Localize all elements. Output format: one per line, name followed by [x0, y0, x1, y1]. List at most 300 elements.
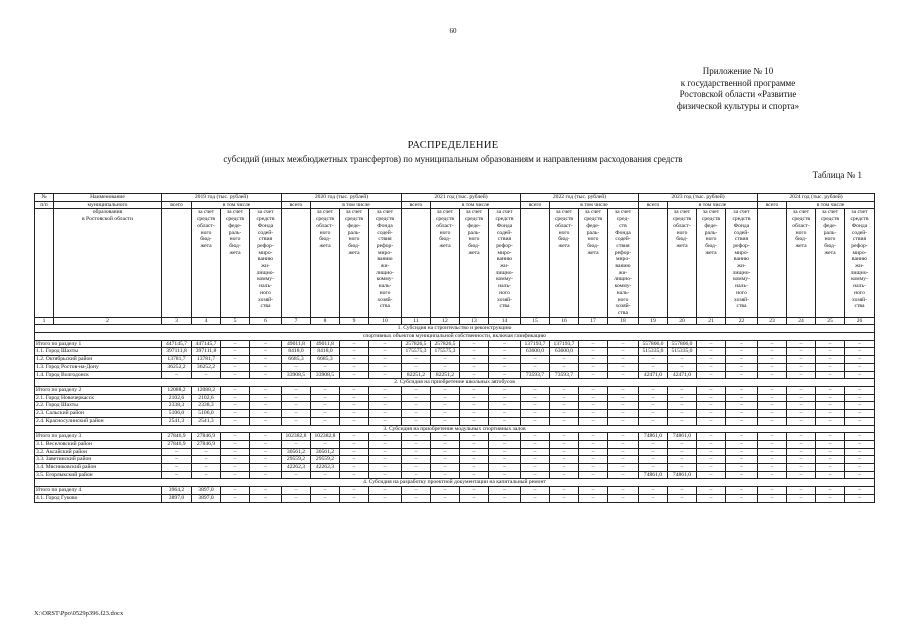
row-value: 33908,5: [311, 371, 340, 379]
header-housing-fund-line: за счет: [733, 209, 750, 216]
header-housing-fund-line: рефор-: [496, 242, 513, 249]
header-federal-budget: [460, 209, 489, 317]
column-number: 24: [787, 317, 816, 325]
row-value: –: [402, 410, 431, 418]
row-value: 5106,0: [162, 410, 192, 418]
row-value: –: [845, 494, 875, 502]
header-federal-budget-line: за счет: [584, 209, 602, 216]
header-housing-fund-line: комму-: [376, 276, 394, 283]
header-municipality-detail-line: в Ростовской области: [81, 216, 133, 223]
header-blank: [402, 209, 431, 317]
table-label: Таблица № 1: [812, 170, 862, 180]
row-value: 49011,8: [311, 340, 340, 348]
row-value: –: [639, 464, 668, 472]
header-federal-budget-line: жета: [587, 249, 599, 256]
row-value: –: [726, 394, 758, 402]
row-value: 3897,0: [192, 487, 221, 495]
header-regional-budget-line: за счет: [316, 209, 334, 216]
header-total: всего: [521, 201, 550, 209]
appendix-line: физической культуры и спорта»: [676, 100, 800, 111]
row-value: –: [431, 417, 460, 425]
column-number: 2: [54, 317, 162, 325]
row-value: –: [816, 433, 845, 441]
row-value: –: [460, 448, 489, 456]
header-federal-budget-line: феде-: [228, 222, 242, 229]
table-row: [35, 371, 875, 379]
row-value: –: [816, 340, 845, 348]
row-value: 397111,8: [162, 348, 192, 356]
header-federal-budget-line: бюд-: [229, 242, 241, 249]
row-value: –: [758, 440, 787, 448]
row-value: –: [758, 494, 787, 502]
row-value: –: [787, 471, 816, 479]
header-housing-fund-line: хозяй-: [257, 296, 274, 303]
row-value: 42471,0: [639, 371, 668, 379]
row-value: –: [221, 363, 250, 371]
row-value: –: [460, 487, 489, 495]
row-value: –: [758, 456, 787, 464]
row-label: 3.4. Мясниковский район: [35, 464, 162, 472]
table-row: [35, 433, 875, 441]
row-value: –: [579, 394, 608, 402]
row-value: –: [460, 356, 489, 364]
row-value: 13781,7: [162, 356, 192, 364]
row-value: –: [402, 386, 431, 394]
row-value: –: [758, 371, 787, 379]
row-value: –: [221, 448, 250, 456]
row-value: –: [550, 464, 579, 472]
row-value: 257826,5: [431, 340, 460, 348]
row-value: –: [668, 394, 697, 402]
row-value: –: [250, 464, 282, 472]
header-federal-budget-line: ного: [348, 236, 360, 243]
section-title: 2. Субсидия на приобретение школьных автобусов: [35, 379, 875, 387]
header-housing-fund-line: хозяй-: [851, 296, 868, 303]
row-value: –: [250, 433, 282, 441]
row-value: –: [816, 402, 845, 410]
column-number: 11: [402, 317, 431, 325]
row-value: –: [369, 348, 402, 356]
row-value: –: [521, 417, 550, 425]
row-value: –: [221, 440, 250, 448]
header-housing-fund-line: лищно-: [614, 276, 632, 283]
row-value: –: [369, 440, 402, 448]
header-federal-budget-line: ного: [705, 236, 717, 243]
row-value: –: [369, 402, 402, 410]
header-municipality: Наименование: [54, 194, 162, 202]
row-value: –: [758, 356, 787, 364]
header-federal-budget-line: за счет: [465, 209, 483, 216]
row-value: –: [726, 363, 758, 371]
header-housing-fund-line: ного: [617, 296, 629, 303]
section-title: 3. Субсидия на приобретение модульных спортивных залов: [35, 425, 875, 433]
header-housing-fund-line: за счет: [257, 209, 274, 216]
row-value: –: [550, 433, 579, 441]
row-value: –: [460, 456, 489, 464]
header-total: всего: [282, 201, 311, 209]
row-value: –: [639, 456, 668, 464]
header-including: в том числе: [192, 201, 282, 209]
header-regional-budget-line: жета: [676, 242, 688, 249]
row-value: –: [221, 386, 250, 394]
row-value: –: [402, 456, 431, 464]
row-value: –: [369, 371, 402, 379]
header-housing-fund-line: лищно-: [256, 269, 275, 276]
row-value: –: [845, 356, 875, 364]
row-value: –: [668, 356, 697, 364]
row-value: –: [431, 494, 460, 502]
row-value: –: [816, 448, 845, 456]
header-federal-budget-line: жета: [705, 249, 717, 256]
row-value: 27846,9: [162, 433, 192, 441]
row-value: –: [608, 456, 639, 464]
row-value: –: [402, 394, 431, 402]
row-value: –: [460, 394, 489, 402]
header-housing-fund-line: хозяй-: [733, 296, 750, 303]
header-regional-budget-line: бюд-: [200, 236, 212, 243]
row-value: –: [816, 386, 845, 394]
row-value: –: [221, 402, 250, 410]
row-value: –: [489, 371, 521, 379]
row-value: –: [250, 417, 282, 425]
row-value: –: [726, 340, 758, 348]
row-value: –: [816, 363, 845, 371]
header-federal-budget-line: за счет: [345, 209, 363, 216]
row-value: –: [726, 410, 758, 418]
header-housing-fund-line: ства: [260, 303, 271, 310]
row-value: 3964,2: [162, 487, 192, 495]
header-regional-budget-line: за счет: [197, 209, 215, 216]
row-value: –: [250, 394, 282, 402]
row-value: –: [787, 440, 816, 448]
row-value: 27846,9: [162, 440, 192, 448]
header-housing-fund-line: за счет: [376, 209, 394, 216]
header-row-years: [35, 194, 875, 202]
row-value: –: [192, 371, 221, 379]
row-value: –: [845, 487, 875, 495]
header-total: всего: [639, 201, 668, 209]
header-housing-fund-line: рефор-: [733, 242, 750, 249]
header-including: в том числе: [311, 201, 402, 209]
row-value: –: [668, 386, 697, 394]
row-label: 4.1. Город Гуково: [35, 494, 162, 502]
row-value: 30561,2: [311, 448, 340, 456]
row-value: 515335,0: [639, 348, 668, 356]
table-row: [35, 348, 875, 356]
header-federal-budget-line: за счет: [226, 209, 244, 216]
row-value: –: [787, 394, 816, 402]
header-regional-budget-line: бюд-: [795, 236, 807, 243]
row-value: –: [758, 363, 787, 371]
row-value: –: [489, 417, 521, 425]
row-value: –: [816, 371, 845, 379]
header-regional-budget: [668, 209, 697, 317]
row-value: –: [787, 402, 816, 410]
row-value: –: [608, 487, 639, 495]
row-value: –: [431, 402, 460, 410]
row-value: –: [162, 471, 192, 479]
row-value: –: [787, 363, 816, 371]
header-including: в том числе: [787, 201, 875, 209]
table-row: [35, 440, 875, 448]
row-label: 2.4. Красносулинский район: [35, 417, 162, 425]
row-value: –: [639, 494, 668, 502]
row-value: –: [816, 456, 845, 464]
column-number: 5: [221, 317, 250, 325]
row-value: –: [521, 448, 550, 456]
header-housing-fund: [369, 209, 402, 317]
header-federal-budget-line: бюд-: [705, 242, 717, 249]
row-value: –: [369, 410, 402, 418]
row-value: –: [489, 394, 521, 402]
header-housing-fund: [489, 209, 521, 317]
column-number: 25: [816, 317, 845, 325]
row-value: –: [369, 456, 402, 464]
row-value: –: [402, 363, 431, 371]
row-value: –: [489, 464, 521, 472]
row-value: –: [402, 356, 431, 364]
column-number: 23: [758, 317, 787, 325]
row-value: –: [697, 448, 726, 456]
row-value: –: [460, 402, 489, 410]
row-value: –: [816, 440, 845, 448]
header-no: №: [35, 194, 54, 202]
header-including: в том числе: [431, 201, 521, 209]
table-row: [35, 402, 875, 410]
row-value: –: [845, 464, 875, 472]
row-value: –: [311, 402, 340, 410]
header-blank: [639, 209, 668, 317]
row-value: –: [250, 410, 282, 418]
row-value: 447145,7: [162, 340, 192, 348]
header-regional-budget: [431, 209, 460, 317]
row-value: 8418,0: [311, 348, 340, 356]
header-federal-budget-line: за счет: [702, 209, 720, 216]
header-regional-budget-line: бюд-: [439, 236, 451, 243]
row-value: –: [608, 386, 639, 394]
row-value: –: [579, 471, 608, 479]
row-value: –: [579, 410, 608, 418]
row-value: –: [787, 487, 816, 495]
header-housing-fund-line: Фонда: [496, 222, 513, 229]
row-value: –: [192, 471, 221, 479]
header-housing-fund-line: жи-: [380, 263, 390, 270]
header-federal-budget-line: бюд-: [468, 242, 480, 249]
row-value: –: [340, 494, 369, 502]
header-housing-fund-line: Фонда: [851, 222, 868, 229]
header-federal-budget: [816, 209, 845, 317]
header-federal-budget-line: ного: [468, 236, 480, 243]
header-housing-fund-line: миро-: [258, 249, 273, 256]
row-value: –: [369, 464, 402, 472]
header-federal-budget-line: средств: [464, 216, 484, 223]
row-value: –: [758, 417, 787, 425]
header-federal-budget: [340, 209, 369, 317]
row-value: 5106,0: [192, 410, 221, 418]
column-number: 19: [639, 317, 668, 325]
row-value: –: [758, 464, 787, 472]
header-housing-fund-line: хозяй-: [615, 303, 631, 310]
header-housing-fund-line: за счет: [851, 209, 868, 216]
row-value: –: [460, 371, 489, 379]
row-value: 63600,0: [521, 348, 550, 356]
header-housing-fund-line: ванию: [851, 256, 868, 263]
row-label: 1.1. Город Шахты: [35, 348, 162, 356]
header-housing-fund-line: лищно-: [850, 269, 869, 276]
row-value: –: [489, 348, 521, 356]
header-regional-budget-line: област-: [792, 222, 810, 229]
row-value: 42262,3: [282, 464, 311, 472]
row-value: –: [608, 464, 639, 472]
row-value: –: [787, 448, 816, 456]
row-value: –: [162, 448, 192, 456]
row-value: –: [579, 464, 608, 472]
row-value: –: [369, 433, 402, 441]
row-value: –: [697, 363, 726, 371]
table-row: [35, 410, 875, 418]
header-year: 2023 год (тыс. рублей): [639, 194, 758, 202]
row-value: 2102,6: [192, 394, 221, 402]
row-value: –: [787, 417, 816, 425]
row-value: –: [608, 356, 639, 364]
table-row: [35, 394, 875, 402]
row-value: –: [668, 494, 697, 502]
column-number: 18: [608, 317, 639, 325]
header-housing-fund-line: ванию: [257, 256, 274, 263]
column-number: 22: [726, 317, 758, 325]
row-value: 49011,8: [282, 340, 311, 348]
row-value: –: [460, 340, 489, 348]
row-label: 3.5. Егорлыкский район: [35, 471, 162, 479]
row-value: 42471,0: [668, 371, 697, 379]
row-value: –: [697, 410, 726, 418]
column-number: 8: [311, 317, 340, 325]
row-value: –: [550, 456, 579, 464]
header-housing-fund-line: жи-: [261, 263, 270, 270]
row-value: –: [221, 487, 250, 495]
row-value: –: [668, 363, 697, 371]
header-housing-fund-line: ного: [379, 289, 391, 296]
row-value: 102382,8: [282, 433, 311, 441]
row-value: –: [460, 386, 489, 394]
header-housing-fund-line: средств: [375, 216, 395, 223]
page-number: 60: [449, 27, 457, 35]
header-federal-budget-line: раль-: [347, 229, 361, 236]
row-value: –: [311, 417, 340, 425]
row-value: –: [489, 363, 521, 371]
row-value: –: [250, 348, 282, 356]
row-value: –: [369, 363, 402, 371]
header-federal-budget-line: феде-: [586, 222, 600, 229]
header-housing-fund-line: ствия: [378, 236, 392, 243]
row-value: –: [550, 356, 579, 364]
header-regional-budget: [311, 209, 340, 317]
row-value: –: [192, 464, 221, 472]
row-value: –: [758, 487, 787, 495]
header-federal-budget-line: бюд-: [348, 242, 360, 249]
row-value: –: [460, 433, 489, 441]
row-value: –: [639, 487, 668, 495]
header-housing-fund-line: ства: [499, 303, 510, 310]
row-value: –: [550, 363, 579, 371]
section-title-row: [35, 325, 875, 333]
row-label: Итого по разделу 1: [35, 340, 162, 348]
header-federal-budget-line: жета: [824, 249, 836, 256]
row-value: –: [460, 363, 489, 371]
header-total: всего: [162, 201, 192, 209]
row-value: 2102,6: [162, 394, 192, 402]
row-value: –: [369, 471, 402, 479]
row-value: –: [758, 410, 787, 418]
row-value: –: [340, 410, 369, 418]
row-value: –: [726, 433, 758, 441]
header-including: в том числе: [550, 201, 639, 209]
header-housing-fund: [608, 209, 639, 317]
row-value: 2338,3: [192, 402, 221, 410]
row-value: –: [250, 402, 282, 410]
row-value: –: [250, 386, 282, 394]
row-value: –: [162, 371, 192, 379]
header-housing-fund-line: миро-: [734, 249, 749, 256]
row-value: –: [221, 494, 250, 502]
row-label: 3.3. Заветинский район: [35, 456, 162, 464]
row-value: –: [697, 433, 726, 441]
header-federal-budget-line: за счет: [821, 209, 839, 216]
row-value: –: [550, 402, 579, 410]
header-regional-budget-line: ного: [558, 229, 570, 236]
row-value: 12088,2: [162, 386, 192, 394]
row-value: –: [250, 471, 282, 479]
row-label: 2.1. Город Новочеркасск: [35, 394, 162, 402]
row-value: 73593,7: [550, 371, 579, 379]
table-row: [35, 386, 875, 394]
row-value: –: [726, 356, 758, 364]
row-value: –: [845, 348, 875, 356]
row-value: –: [521, 410, 550, 418]
row-value: –: [340, 371, 369, 379]
header-housing-fund-line: комму-: [733, 276, 750, 283]
row-value: 137193,7: [521, 340, 550, 348]
row-value: 74861,0: [639, 471, 668, 479]
row-value: –: [369, 394, 402, 402]
header-municipality-detail: [54, 209, 162, 317]
row-value: –: [340, 402, 369, 410]
row-value: –: [758, 433, 787, 441]
row-value: 29559,2: [282, 456, 311, 464]
row-value: 175575,3: [402, 348, 431, 356]
header-housing-fund-line: комму-: [496, 276, 513, 283]
row-value: –: [250, 487, 282, 495]
header-year: 2022 год (тыс. рублей): [521, 194, 639, 202]
header-federal-budget-line: раль-: [467, 229, 481, 236]
row-value: –: [250, 356, 282, 364]
row-value: –: [311, 394, 340, 402]
row-value: –: [311, 471, 340, 479]
row-value: –: [460, 464, 489, 472]
row-value: –: [489, 386, 521, 394]
header-federal-budget-line: жета: [229, 249, 241, 256]
row-value: –: [697, 394, 726, 402]
row-value: –: [431, 410, 460, 418]
row-value: 42262,3: [311, 464, 340, 472]
row-value: –: [579, 402, 608, 410]
row-value: –: [816, 356, 845, 364]
row-value: –: [579, 348, 608, 356]
row-label: 1.3. Город Ростов-на-Дону: [35, 363, 162, 371]
row-label: Итого по разделу 3: [35, 433, 162, 441]
row-label: 2.3. Сальский район: [35, 410, 162, 418]
header-housing-fund-line: за счет: [496, 209, 513, 216]
